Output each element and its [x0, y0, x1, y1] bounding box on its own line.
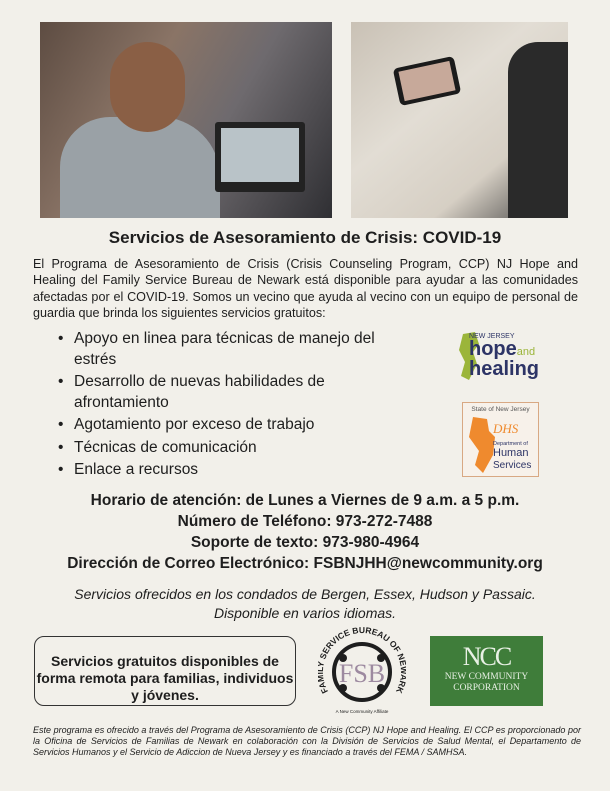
list-item: • Agotamiento por exceso de trabajo — [58, 415, 418, 436]
photo-man-video-call — [40, 22, 332, 218]
intro-paragraph: El Programa de Asesoramiento de Crisis (Crisis Counseling Program, CCP) NJ Hope and Healing del Family Service Bureau de Newark está disponible para ayudar a las comunidades afectadas por el COVID-19. Somos un vecino que ayuda al vecino con un equipo de personal de guardia que brinda los siguientes servicios gratuitos: — [33, 257, 578, 320]
svg-text:A New Community Affiliate: A New Community Affiliate — [335, 709, 389, 714]
nj-hope-healing-logo: NEW JERSEY hopeand healing — [455, 330, 545, 390]
ncc-logo: NCC NEW COMMUNITY CORPORATION — [430, 636, 543, 706]
text-support: Soporte de texto: 973-980-4964 — [190, 534, 420, 551]
photo-phone-video-call — [351, 22, 568, 218]
coverage-note: Servicios ofrecidos en los condados de Bergen, Essex, Hudson y Passaic. Disponible en varios idiomas. — [74, 586, 536, 621]
contact-info — [0, 490, 610, 574]
services-list — [58, 329, 418, 483]
remote-services-box: Servicios gratuitos disponibles de forma remota para familias, individuos y jóvenes. — [34, 636, 296, 706]
footer-note: Este programa es ofrecido a través del Programa de Asesoramiento de Crisis (CCP) NJ Hope and Healing. El CCP es proporcionado por la Oficina de Servicios de Familias de Newark en colaboración con la División de Servicios de Salud Mental, el Departamento de Servicios Humanos y el Servicio de Adiccion de Nueva Jersey y es financiado a través del FEMA / SAMHSA. — [33, 725, 581, 757]
fsb-ring-text: F SERVICE BUREAU OF N K — [318, 626, 406, 696]
list-item: • Apoyo en linea para técnicas de manejo del estrés — [58, 329, 418, 370]
email: Dirección de Correo Electrónico: FSBNJHH@newcommunity.org — [67, 555, 543, 572]
list-item: • Desarrollo de nuevas habilidades de afrontamiento — [58, 372, 418, 413]
page-title: Servicios de Asesoramiento de Crisis: COVID-19 — [108, 228, 502, 247]
hours: Horario de atención: de Lunes a Viernes de 9 a.m. a 5 p.m. — [90, 492, 520, 509]
nj-dhs-logo: State of New Jersey DHS Department of Human Services — [462, 402, 539, 477]
svg-text:FSB: FSB — [338, 659, 386, 688]
list-item: • Enlace a recursos — [58, 460, 418, 481]
list-item: • Técnicas de comunicación — [58, 438, 418, 459]
phone: Número de Teléfono: 973-272-7488 — [177, 513, 433, 530]
fsb-logo — [318, 626, 406, 716]
